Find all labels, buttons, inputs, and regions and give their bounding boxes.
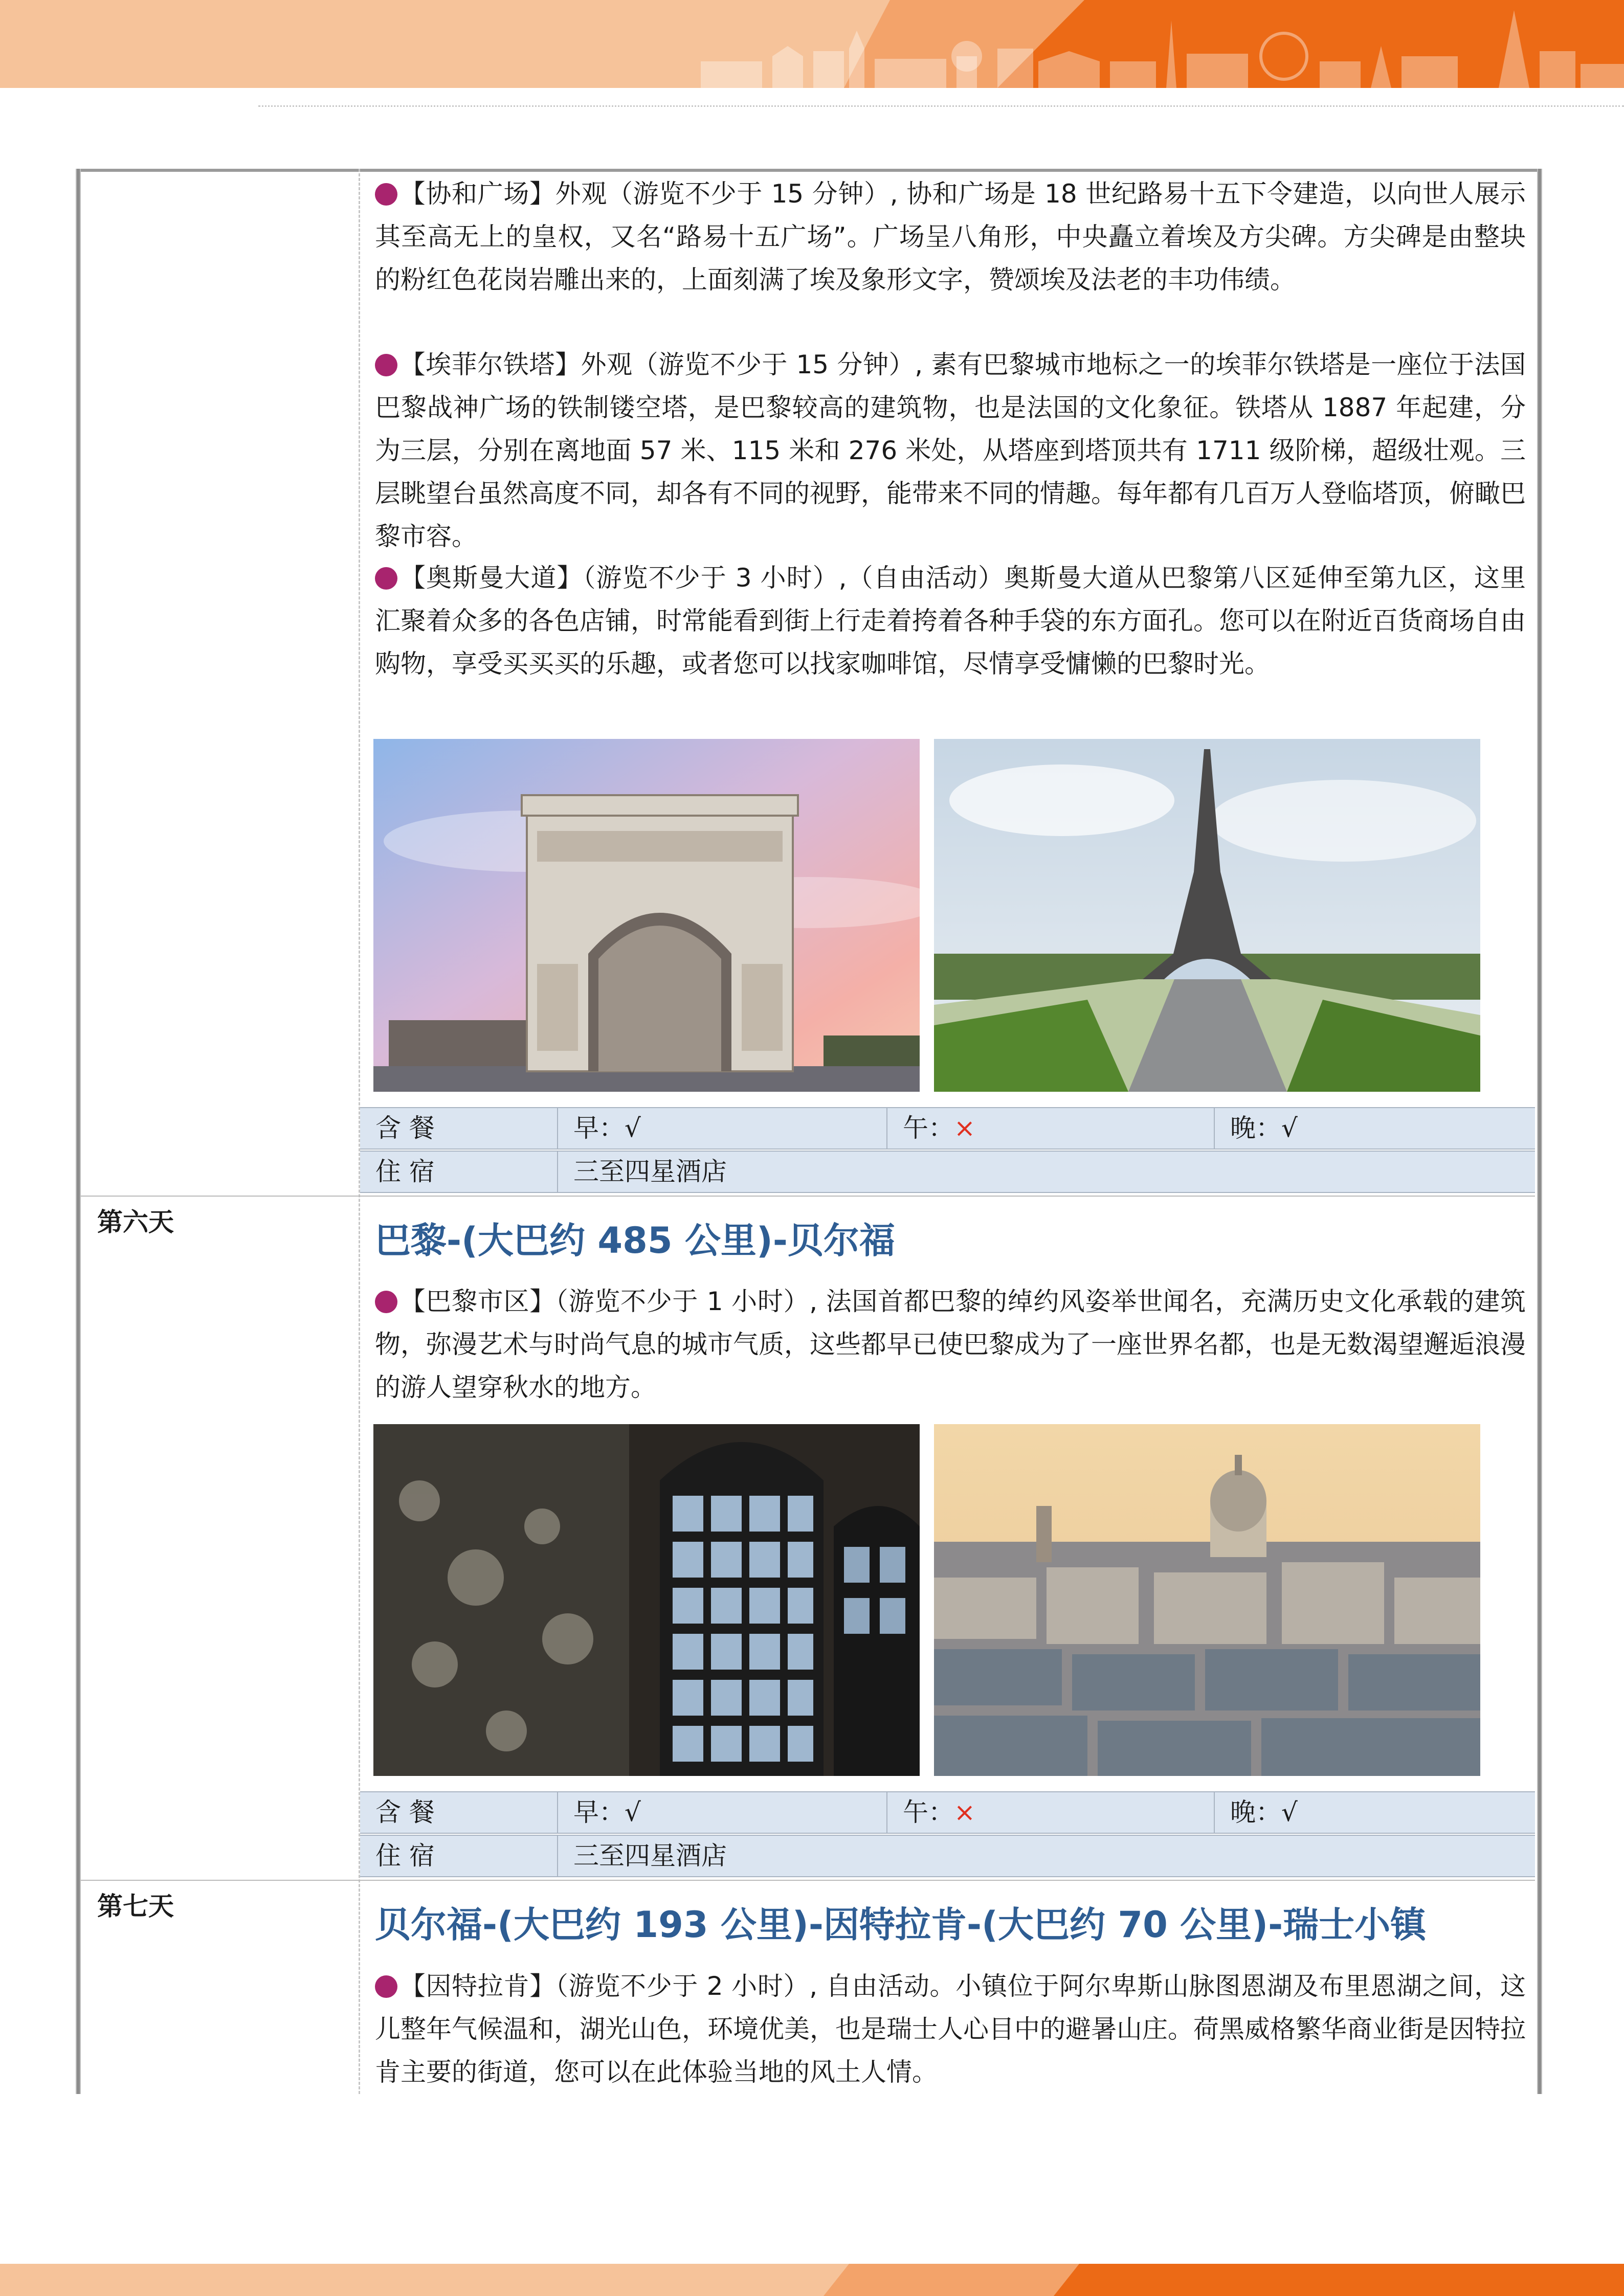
meals-label: 含 餐 — [375, 1113, 435, 1143]
lunch-cell: 午：× — [886, 1792, 1214, 1833]
dinner-cell: 晚：√ — [1214, 1108, 1535, 1149]
cross-icon: × — [954, 1113, 975, 1143]
attraction-paragraph: 【巴黎市区】（游览不少于 1 小时）, 法国首都巴黎的绰约风姿举世闻名，充满历史文化承载的建筑物，弥漫艺术与时尚气息的城市气质，这些都早已使巴黎成为了一座世界名都，也是无数渴望邂逅浪漫的游人望穿秋水的地方。 — [375, 1287, 1526, 1402]
day-separator — [81, 1196, 1535, 1197]
bullet-icon — [375, 354, 397, 376]
day-separator — [81, 1880, 1535, 1881]
day-label: 第七天 — [97, 1892, 174, 1921]
meals-label: 含 餐 — [375, 1797, 435, 1827]
attraction-paragraph: 【埃菲尔铁塔】外观（游览不少于 15 分钟）, 素有巴黎城市地标之一的埃菲尔铁塔是一座位于法国巴黎战神广场的铁制镂空塔，是巴黎较高的建筑物，也是法国的文化象征。铁塔从 1887 年起建，分为三层，分别在离地面 57 米、115 米和 276 米处，从塔座到塔顶共有 1711 级阶梯，超级壮观。三层眺望台虽然高度不同，却各有不同的视野，能带来不同的情趣。每年都有几百万人登临塔顶，俯瞰巴黎市容。 — [375, 350, 1526, 551]
attraction-paragraph: 【奥斯曼大道】（游览不少于 3 小时）,（自由活动）奥斯曼大道从巴黎第八区延伸至第九区，这里汇聚着众多的各色店铺，时常能看到街上行走着挎着各种手袋的东方面孔。您可以在附近百货商场自由购物，享受买买买的乐趣，或者您可以找家咖啡馆，尽情享受慵懒的巴黎时光。 — [375, 563, 1526, 679]
bullet-icon — [375, 1975, 397, 1998]
meals-row — [360, 1107, 1535, 1150]
hotel-label: 住 宿 — [375, 1841, 435, 1871]
check-icon: √ — [625, 1113, 641, 1143]
cross-icon: × — [954, 1797, 975, 1827]
hotel-row — [360, 1835, 1535, 1877]
bullet-icon — [375, 183, 397, 206]
table-right-border — [1537, 169, 1542, 2094]
check-icon: √ — [625, 1797, 641, 1827]
hotel-value: 三至四星酒店 — [557, 1152, 1535, 1192]
lunch-cell: 午：× — [886, 1108, 1214, 1149]
arc-de-triomphe-photo — [373, 739, 920, 1092]
header-divider — [258, 105, 1624, 107]
footer-banner — [0, 2264, 1624, 2296]
check-icon: √ — [1281, 1113, 1298, 1143]
attraction-paragraph: 【因特拉肯】（游览不少于 2 小时）, 自由活动。小镇位于阿尔卑斯山脉图恩湖及布里恩湖之间，这儿整年气候温和，湖光山色，环境优美，也是瑞士人心目中的避暑山庄。荷黑威格繁华商业街是因特拉肯主要的街道，您可以在此体验当地的风土人情。 — [375, 1971, 1526, 2087]
footer-band-dark — [1054, 2264, 1624, 2296]
hotel-value: 三至四星酒店 — [557, 1836, 1535, 1876]
hotel-row — [360, 1151, 1535, 1193]
paris-city-photo — [934, 1424, 1480, 1776]
meals-row — [360, 1791, 1535, 1834]
bullet-icon — [375, 567, 397, 590]
check-icon: √ — [1281, 1797, 1298, 1827]
table-top-border — [76, 169, 1542, 172]
eiffel-tower-photo — [934, 739, 1480, 1092]
dinner-cell: 晚：√ — [1214, 1792, 1535, 1833]
route-title: 贝尔福-(大巴约 193 公里)-因特拉肯-(大巴约 70 公里)-瑞士小镇 — [375, 1904, 1427, 1946]
route-title: 巴黎-(大巴约 485 公里)-贝尔福 — [375, 1220, 895, 1262]
day-label: 第六天 — [97, 1207, 174, 1237]
bullet-icon — [375, 1291, 397, 1313]
attraction-paragraph: 【协和广场】外观（游览不少于 15 分钟）, 协和广场是 18 世纪路易十五下令建造，以向世人展示其至高无上的皇权，又名“路易十五广场”。广场呈八角形，中央矗立着埃及方尖碑。方尖碑是由整块的粉红色花岗岩雕出来的，上面刻满了埃及象形文字，赞颂埃及法老的丰功伟绩。 — [375, 179, 1526, 295]
hotel-label: 住 宿 — [375, 1157, 435, 1186]
breakfast-cell: 早：√ — [557, 1792, 886, 1833]
stained-glass-photo — [373, 1424, 920, 1776]
header-banner — [0, 0, 1624, 88]
city-skyline-graphic — [680, 0, 1624, 88]
breakfast-cell: 早：√ — [557, 1108, 886, 1149]
table-left-border — [76, 169, 81, 2094]
